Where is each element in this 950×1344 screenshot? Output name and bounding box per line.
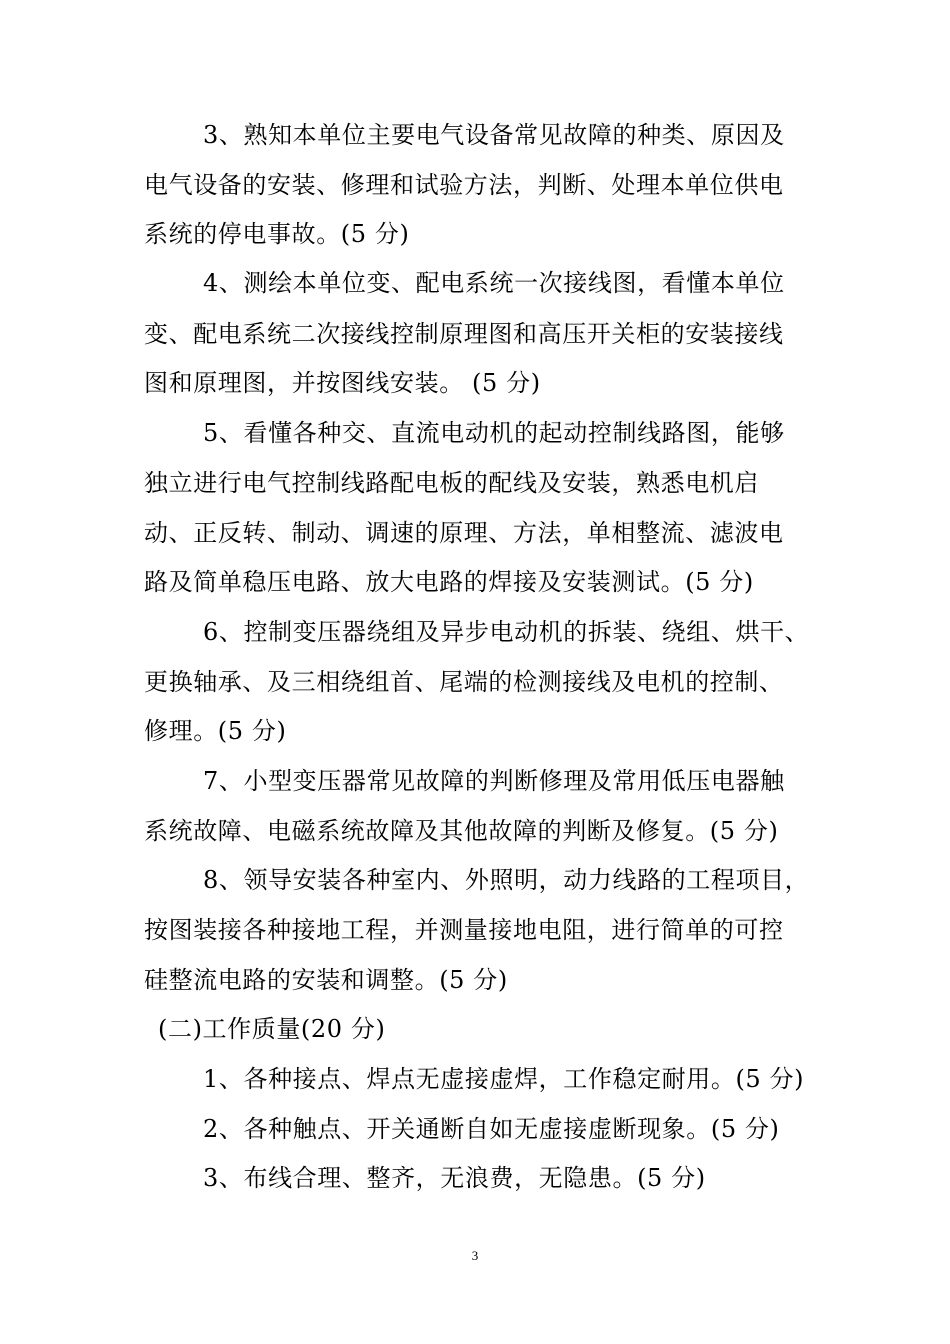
paragraph-line: 电气设备的安装、修理和试验方法，判断、处理本单位供电 <box>144 171 784 199</box>
paragraph-line: 路及简单稳压电路、放大电路的焊接及安装测试。(5 分) <box>144 568 754 596</box>
quality-item: 3、布线合理、整齐，无浪费，无隐患。(5 分) <box>203 1164 706 1192</box>
paragraph-line: 3、熟知本单位主要电气设备常见故障的种类、原因及 <box>203 121 785 149</box>
section-heading: (二)工作质量(20 分) <box>158 1015 386 1043</box>
page-number: 3 <box>471 1248 479 1263</box>
paragraph-line: 4、测绘本单位变、配电系统一次接线图，看懂本单位 <box>203 269 785 297</box>
paragraph-line: 系统的停电事故。(5 分) <box>144 220 410 248</box>
paragraph-line: 图和原理图，并按图线安装。 (5 分) <box>144 369 541 397</box>
quality-item: 1、各种接点、焊点无虚接虚焊，工作稳定耐用。(5 分) <box>203 1065 805 1093</box>
paragraph-line: 8、领导安装各种室内、外照明，动力线路的工程项目， <box>203 866 810 894</box>
paragraph-line: 按图装接各种接地工程，并测量接地电阻，进行简单的可控 <box>144 916 784 944</box>
paragraph-line: 变、配电系统二次接线控制原理图和高压开关柜的安装接线 <box>144 320 784 348</box>
paragraph-line: 独立进行电气控制线路配电板的配线及安装，熟悉电机启 <box>144 469 759 497</box>
paragraph-line: 系统故障、电磁系统故障及其他故障的判断及修复。(5 分) <box>144 817 779 845</box>
paragraph-line: 硅整流电路的安装和调整。(5 分) <box>144 966 508 994</box>
paragraph-line: 动、正反转、制动、调速的原理、方法，单相整流、滤波电 <box>144 519 784 547</box>
paragraph-line: 修理。(5 分) <box>144 717 287 745</box>
paragraph-line: 更换轴承、及三相绕组首、尾端的检测接线及电机的控制、 <box>144 668 784 696</box>
paragraph-line: 6、控制变压器绕组及异步电动机的拆装、绕组、烘干、 <box>203 618 810 646</box>
quality-item: 2、各种触点、开关通断自如无虚接虚断现象。(5 分) <box>203 1115 780 1143</box>
paragraph-line: 5、看懂各种交、直流电动机的起动控制线路图，能够 <box>203 419 785 447</box>
paragraph-line: 7、小型变压器常见故障的判断修理及常用低压电器触 <box>203 767 785 795</box>
